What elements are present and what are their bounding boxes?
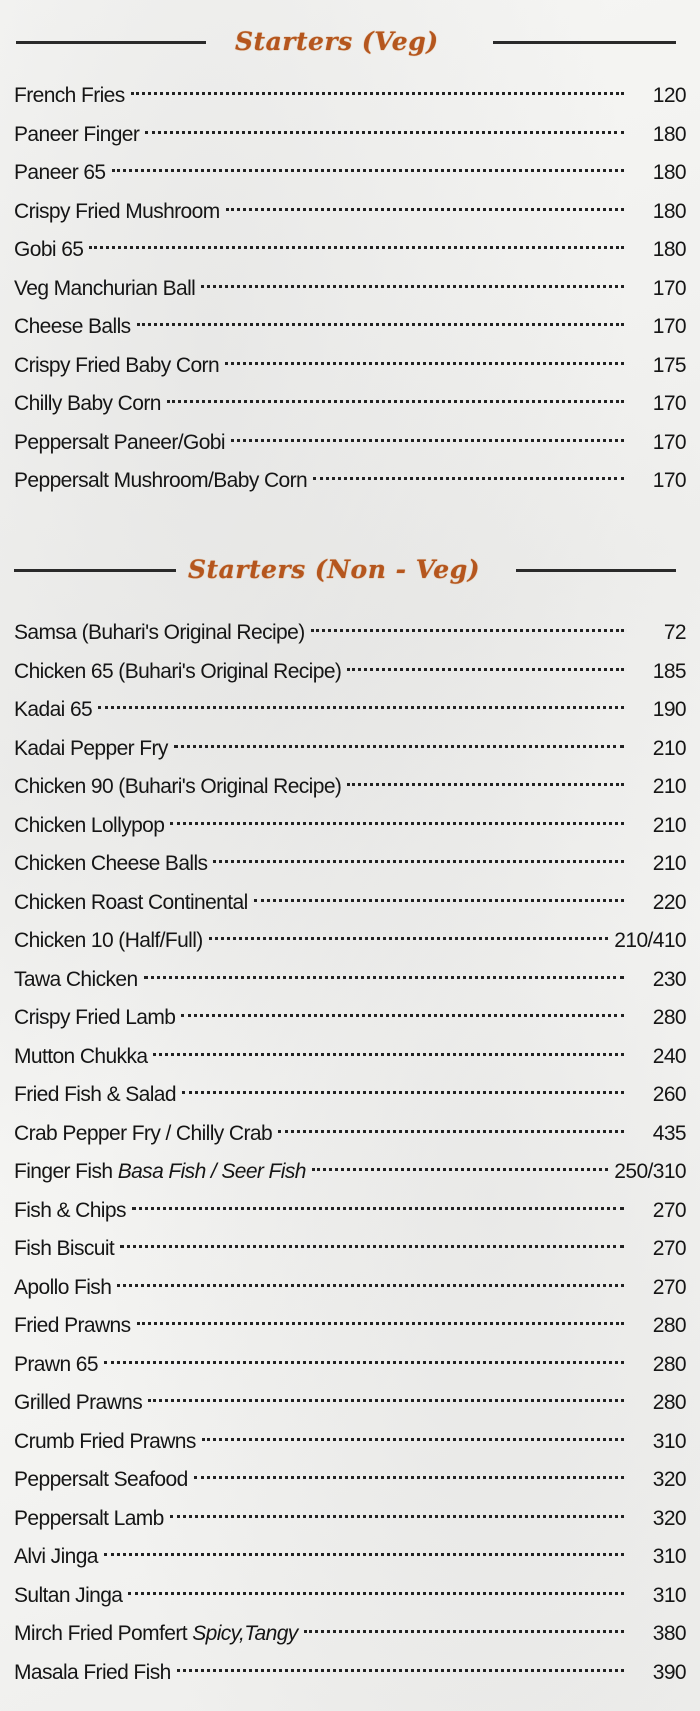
item-name-text: Gobi 65 — [14, 238, 84, 261]
dot-leader — [144, 955, 624, 979]
item-price: 210/410 — [614, 929, 686, 952]
item-price: 210 — [652, 736, 686, 760]
item-price: 310 — [652, 1545, 686, 1568]
item-name — [14, 1346, 98, 1385]
item-name-text: Peppersalt Seafood — [14, 1468, 188, 1491]
item-price: 120 — [652, 84, 686, 107]
menu-list-veg — [14, 77, 686, 501]
item-name — [14, 691, 92, 730]
item-name-text: Peppersalt Lamb — [14, 1506, 164, 1530]
item-name-text: Chilly Baby Corn — [14, 392, 161, 415]
section-header-nonveg — [0, 550, 700, 590]
section-title-nonveg: Starters (Non - Veg) — [188, 555, 481, 584]
item-name — [14, 424, 225, 463]
item-name-text: Tawa Chicken — [14, 967, 138, 991]
item-name-text: Chicken Roast Continental — [14, 890, 248, 914]
item-price: 210 — [652, 813, 686, 837]
item-name-text: Paneer 65 — [14, 161, 106, 184]
item-name — [14, 308, 131, 347]
dot-leader — [174, 724, 624, 748]
item-price: 320 — [652, 1506, 686, 1530]
dot-leader — [131, 71, 624, 95]
item-price: 380 — [652, 1622, 686, 1645]
item-price: 270 — [652, 1275, 686, 1299]
item-name-text: Mutton Chukka — [14, 1044, 148, 1068]
divider-right — [493, 41, 676, 44]
dot-leader — [117, 1263, 624, 1287]
item-name-text: Crumb Fried Prawns — [14, 1429, 196, 1453]
dot-leader — [209, 916, 609, 940]
section-header-veg — [0, 22, 700, 62]
item-price: 220 — [652, 890, 686, 914]
dot-leader — [304, 1609, 624, 1633]
item-price: 180 — [652, 238, 686, 261]
section-title-veg: Starters (Veg) — [235, 27, 439, 56]
dot-leader — [226, 187, 624, 211]
item-price: 280 — [652, 1314, 686, 1337]
item-name-text: Veg Manchurian Ball — [14, 276, 196, 300]
item-name-text: Crispy Fried Baby Corn — [14, 353, 220, 377]
item-name-text: French Fries — [14, 84, 125, 107]
item-price: 320 — [652, 1468, 686, 1491]
item-price: 210 — [652, 775, 686, 798]
item-price: 72 — [663, 621, 686, 644]
menu-item — [14, 462, 686, 501]
dot-leader — [104, 1532, 624, 1556]
dot-leader — [182, 1070, 624, 1094]
item-price: 180 — [652, 122, 686, 146]
item-note: Spicy,Tangy — [192, 1622, 298, 1645]
dot-leader — [145, 110, 624, 134]
item-name — [14, 77, 125, 116]
item-name-text: Chicken 65 (Buhari's Original Recipe) — [14, 659, 342, 683]
item-name-text: Grilled Prawns — [14, 1391, 143, 1414]
item-name — [14, 1384, 142, 1423]
item-price: 180 — [652, 199, 686, 223]
dot-leader — [128, 1571, 624, 1595]
item-name — [14, 385, 161, 424]
item-name-text: Crispy Fried Mushroom — [14, 199, 220, 223]
item-name — [14, 231, 83, 270]
item-name-text: Cheese Balls — [14, 315, 131, 338]
menu-item — [14, 1654, 686, 1693]
item-name-text: Fish Biscuit — [14, 1237, 115, 1260]
dot-leader — [98, 685, 624, 709]
item-name — [14, 1115, 272, 1154]
item-name — [14, 462, 307, 501]
item-name — [14, 807, 164, 846]
dot-leader — [170, 1494, 624, 1518]
dot-leader — [148, 1378, 624, 1402]
item-name — [14, 1076, 176, 1115]
item-price: 310 — [652, 1429, 686, 1453]
item-name-text: Masala Fried Fish — [14, 1660, 171, 1684]
dot-leader — [201, 264, 624, 288]
item-note: Basa Fish / Seer Fish — [117, 1160, 306, 1183]
item-price: 260 — [652, 1083, 686, 1106]
item-name — [14, 730, 168, 769]
dot-leader — [104, 1340, 624, 1364]
dot-leader — [347, 762, 624, 786]
item-name-text: Paneer Finger — [14, 122, 140, 146]
divider-left — [16, 41, 206, 44]
item-name — [14, 845, 207, 884]
dot-leader — [202, 1417, 624, 1441]
item-name — [14, 1038, 147, 1077]
item-name-text: Samsa (Buhari's Original Recipe) — [14, 621, 305, 644]
dot-leader — [170, 801, 624, 825]
menu-list-nonveg — [14, 614, 686, 1692]
item-name — [14, 1269, 111, 1308]
dot-leader — [313, 456, 624, 480]
item-name — [14, 614, 305, 653]
item-price: 270 — [652, 1237, 686, 1260]
item-name — [14, 1192, 126, 1231]
dot-leader — [89, 225, 624, 249]
item-name — [14, 1461, 188, 1500]
item-name-text: Fish & Chips — [14, 1198, 126, 1222]
item-name-text: Prawn 65 — [14, 1352, 98, 1376]
dot-leader — [231, 418, 624, 442]
item-price: 170 — [652, 315, 686, 338]
dot-leader — [137, 1301, 624, 1325]
item-name-text: Kadai Pepper Fry — [14, 736, 168, 760]
item-price: 270 — [652, 1198, 686, 1222]
dot-leader — [194, 1455, 624, 1479]
item-price: 175 — [652, 353, 686, 377]
dot-leader — [132, 1186, 624, 1210]
item-price: 170 — [652, 276, 686, 300]
divider-left — [14, 569, 176, 572]
dot-leader — [167, 379, 624, 403]
divider-right — [516, 569, 676, 572]
item-name-text: Chicken 90 (Buhari's Original Recipe) — [14, 775, 342, 798]
item-price: 170 — [652, 430, 686, 454]
item-name — [14, 961, 138, 1000]
item-name-text: Chicken 10 (Half/Full) — [14, 929, 203, 952]
dot-leader — [347, 647, 624, 671]
item-price: 170 — [652, 392, 686, 415]
item-price: 250/310 — [614, 1160, 686, 1183]
item-price: 280 — [652, 1006, 686, 1029]
item-price: 240 — [652, 1044, 686, 1068]
item-price: 180 — [652, 161, 686, 184]
item-name-text: Kadai 65 — [14, 698, 93, 721]
item-price: 280 — [652, 1391, 686, 1414]
dot-leader — [181, 993, 624, 1017]
item-name-text: Peppersalt Paneer/Gobi — [14, 430, 225, 454]
item-name — [14, 1538, 98, 1577]
item-price: 170 — [652, 469, 686, 492]
item-name — [14, 154, 106, 193]
dot-leader — [177, 1648, 624, 1672]
dot-leader — [311, 608, 624, 632]
dot-leader — [120, 1224, 624, 1248]
dot-leader — [153, 1032, 624, 1056]
item-name — [14, 1423, 196, 1462]
item-name-text: Crab Pepper Fry / Chilly Crab — [14, 1121, 273, 1145]
item-name-text: Alvi Jinga — [14, 1545, 98, 1568]
item-name-text: Chicken Lollypop — [14, 813, 165, 837]
item-price: 310 — [652, 1583, 686, 1607]
dot-leader — [254, 878, 624, 902]
item-name-text: Crispy Fried Lamb — [14, 1006, 176, 1029]
item-price: 390 — [652, 1660, 686, 1684]
item-price: 230 — [652, 967, 686, 991]
item-name-text: Sultan Jinga — [14, 1583, 123, 1607]
item-name-text: Apollo Fish — [14, 1275, 112, 1299]
dot-leader — [225, 341, 624, 365]
item-price: 435 — [652, 1121, 686, 1145]
dot-leader — [213, 839, 624, 863]
dot-leader — [112, 148, 624, 172]
item-name-text: Fried Fish & Salad — [14, 1083, 176, 1106]
dot-leader — [278, 1109, 624, 1133]
item-name-text: Fried Prawns — [14, 1314, 131, 1337]
item-name-text: Mirch Fried Pomfert — [14, 1622, 187, 1645]
item-name-text: Chicken Cheese Balls — [14, 852, 208, 875]
dot-leader — [137, 302, 624, 326]
item-price: 280 — [652, 1352, 686, 1376]
item-price: 190 — [652, 698, 686, 721]
item-name — [14, 1654, 171, 1693]
dot-leader — [312, 1147, 608, 1171]
item-price: 185 — [652, 659, 686, 683]
item-name-text: Finger Fish — [14, 1160, 113, 1183]
item-price: 210 — [652, 852, 686, 875]
item-name — [14, 1577, 122, 1616]
item-name-text: Peppersalt Mushroom/Baby Corn — [14, 469, 308, 492]
item-name — [14, 1230, 114, 1269]
item-name — [14, 999, 175, 1038]
